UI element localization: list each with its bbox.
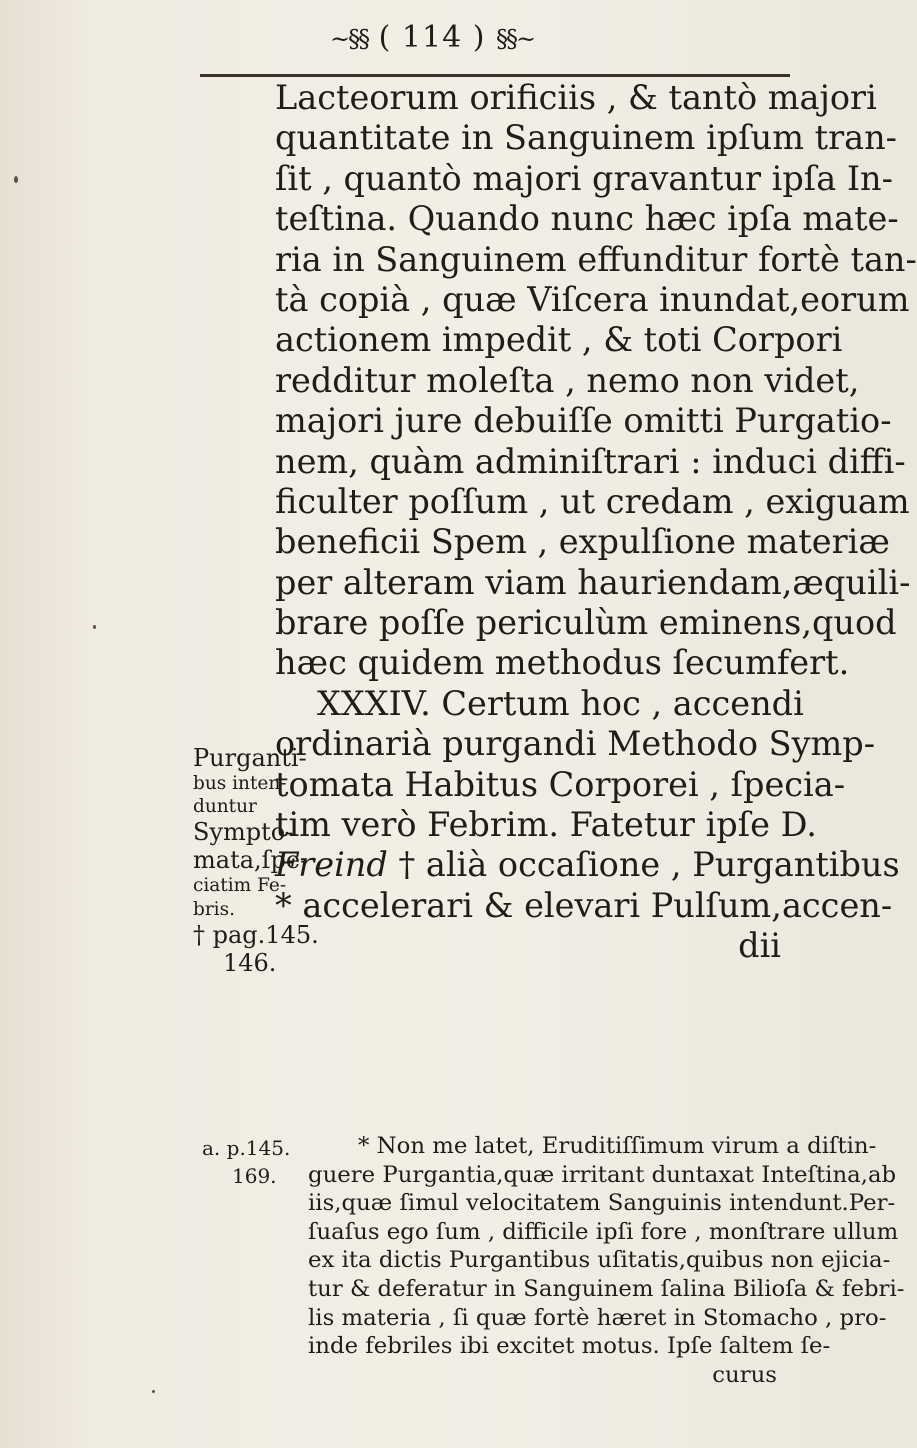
text-line: majori jure debuiſſe omitti Purgatio- <box>275 401 892 441</box>
footnote <box>308 1132 905 1389</box>
footnote-line: inde febriles ibi excitet motus. Ipſe ſaltem ſe- <box>308 1333 831 1360</box>
text-line: per alteram viam hauriendam,æquili- <box>275 562 911 602</box>
ink-speck <box>152 1390 155 1393</box>
margin-note-line: ciatim Fe- <box>193 875 287 897</box>
margin-note-line: † pag.145. <box>193 920 319 949</box>
footnote-line: ſuaſus ego ſum , difficile ipſi fore , monſtrare ullum <box>308 1218 899 1245</box>
footnote-line: tur & deferatur in Sanguinem ſalina Bilioſa & febri- <box>308 1275 905 1302</box>
footnote-reference <box>202 1134 290 1190</box>
margin-note-line: 146. <box>223 948 277 977</box>
footnote-line: iis,quæ ſimul velocitatem Sanguinis intendunt.Per- <box>308 1190 896 1217</box>
text-line: ſit , quantò majori gravantur ipſa In- <box>275 158 893 198</box>
text-line: actionem impedit , & toti Corpori <box>275 320 843 360</box>
footnote-line: * Non me latet, Eruditiſſimum virum a diſtin- <box>358 1133 877 1159</box>
footnote-ref-line: a. p.145. <box>202 1136 291 1160</box>
ink-speck <box>93 625 96 629</box>
ornament-right-icon: §§~ <box>495 25 535 53</box>
text-line: redditur moleſta , nemo non videt, <box>275 360 860 400</box>
margin-note-line: bris. <box>193 898 235 920</box>
text-line: beneficii Spem , expulſione materiæ <box>275 522 890 562</box>
footnote-catchword: curus <box>712 1361 777 1388</box>
page-number: ( 114 ) <box>378 20 486 55</box>
text-line: Lacteorum orificiis , & tantò majori <box>275 78 877 117</box>
page-header <box>330 20 534 55</box>
italic-name: Freind <box>275 845 388 885</box>
text-line: ficulter poſſum , ut credam , exiguam <box>275 481 910 521</box>
margin-note-line: duntur <box>193 796 257 818</box>
text-line: hæc quidem methodus ſecumfert. <box>275 643 850 683</box>
text-line: ria in Sanguinem effunditur fortè tan- <box>275 239 917 279</box>
margin-note-line: mata,ſpe- <box>193 846 309 875</box>
catchword: dii <box>738 926 781 966</box>
text-line: teſtina. Quando nunc hæc ipſa mate- <box>275 199 899 239</box>
text-line: quantitate in Sanguinem ipſum tran- <box>275 118 897 158</box>
text-line: brare poſſe periculùm eminens,quod <box>275 603 897 643</box>
header-rule <box>200 74 790 77</box>
text-line: tomata Habitus Corporei , ſpecia- <box>275 764 846 804</box>
text-line-italic: Freind † alià occaſione , Purgantibus <box>275 845 900 885</box>
margin-note-line: Sympto- <box>193 818 294 847</box>
footnote-line: ex ita dictis Purgantibus uſitatis,quibus non ejicia- <box>308 1247 891 1274</box>
text-line: ordinarià purgandi Methodo Symp- <box>275 724 876 764</box>
footnote-ref-line: 169. <box>232 1164 277 1188</box>
ornament-left-icon: ~§§ <box>330 25 369 53</box>
margin-note-line: Purganti- <box>193 744 307 772</box>
main-text <box>275 78 917 967</box>
margin-note-line: bus inten- <box>193 773 287 794</box>
text-line: nem, quàm adminiſtrari : induci diffi- <box>275 441 906 481</box>
margin-note <box>193 744 319 977</box>
footnote-line: lis materia , ſi quæ fortè hæret in Stomacho , pro- <box>308 1304 887 1331</box>
footnote-line: guere Purgantia,quæ irritant duntaxat Inteſtina,ab <box>308 1161 897 1188</box>
text-line: tim verò Febrim. Fatetur ipſe D. <box>275 805 817 845</box>
text-line: * accelerari & elevari Pulſum,accen- <box>275 885 893 925</box>
ink-speck <box>14 176 18 183</box>
section-heading-line: XXXIV. Certum hoc , accendi <box>317 683 804 723</box>
text-line: tà copià , quæ Viſcera inundat,eorum <box>275 279 910 319</box>
